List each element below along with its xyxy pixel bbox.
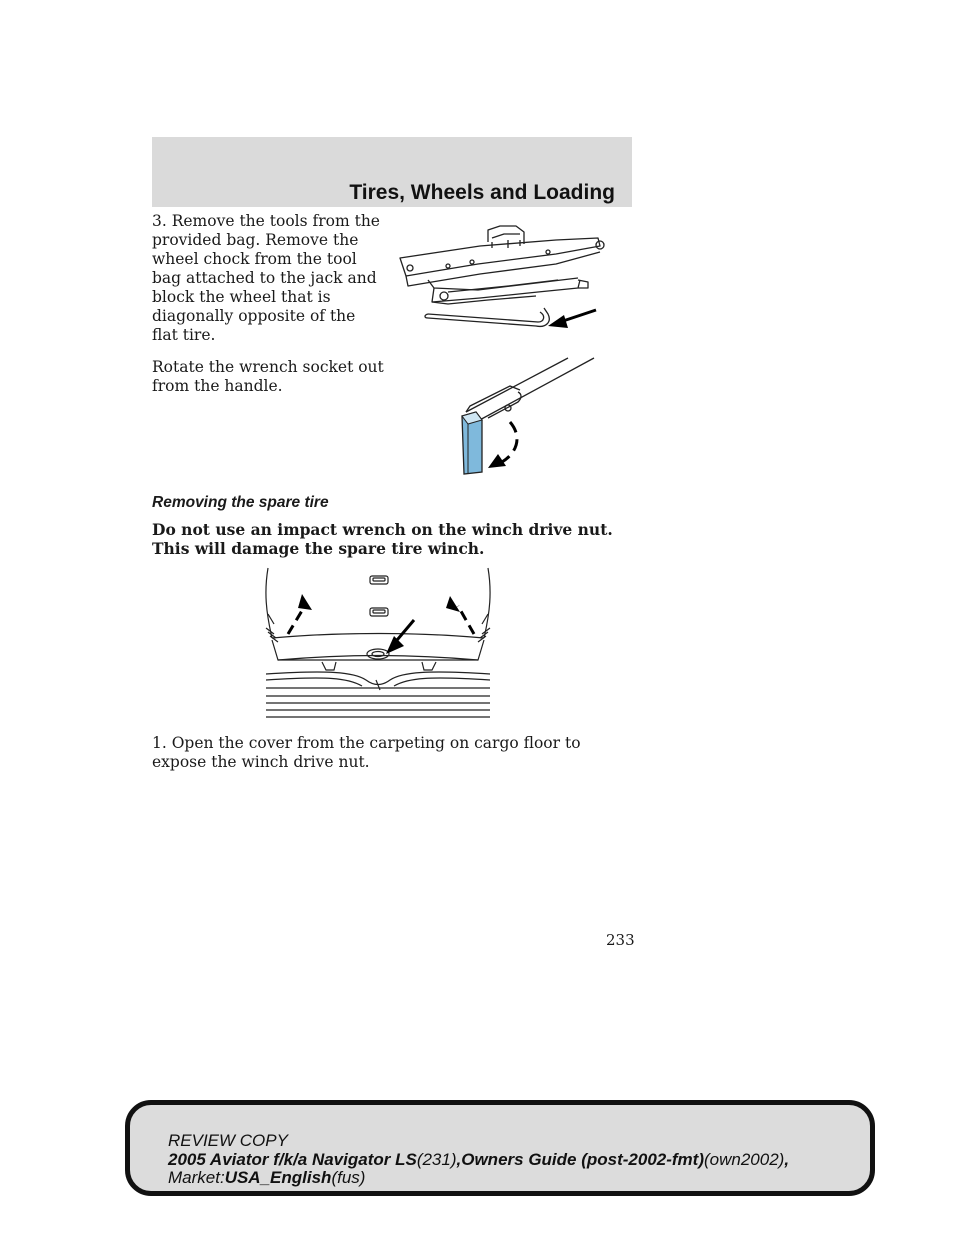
model-code: (231): [416, 1150, 457, 1169]
jack-and-wrench-illustration: [388, 218, 618, 343]
separator: ,: [784, 1150, 790, 1169]
page-number: 233: [606, 931, 635, 949]
guide-name: Owners Guide (post-2002-fmt): [461, 1150, 704, 1169]
market-line: [168, 1168, 365, 1187]
model-name: 2005 Aviator f/k/a Navigator LS: [168, 1150, 417, 1169]
step-1-text: 1. Open the cover from the carpeting on cargo floor to expose the winch drive nut.: [152, 734, 581, 771]
guide-code: (own2002): [704, 1150, 785, 1169]
section-subheading: Removing the spare tire: [152, 494, 329, 511]
market-name: USA_English: [224, 1168, 332, 1187]
review-copy-footer: [125, 1100, 875, 1196]
market-label: Market:: [168, 1168, 225, 1187]
separator: ,: [456, 1150, 462, 1169]
wrench-socket-illustration: [448, 356, 608, 481]
cargo-floor-illustration: [258, 562, 498, 722]
rotate-socket-text: Rotate the wrench socket out from the handle.: [152, 358, 384, 395]
review-copy-label: REVIEW COPY: [168, 1131, 288, 1150]
market-code: (fus): [331, 1168, 366, 1187]
publication-line: [168, 1150, 789, 1169]
warning-text: Do not use an impact wrench on the winch drive nut. This will damage the spare tire winch.: [152, 520, 613, 558]
section-title: Tires, Wheels and Loading: [349, 181, 615, 204]
step-3-text: 3. Remove the tools from the provided bag. Remove the wheel chock from the tool bag attached to the jack and block the wheel that is diagonally opposite of the flat tire.: [152, 212, 380, 344]
